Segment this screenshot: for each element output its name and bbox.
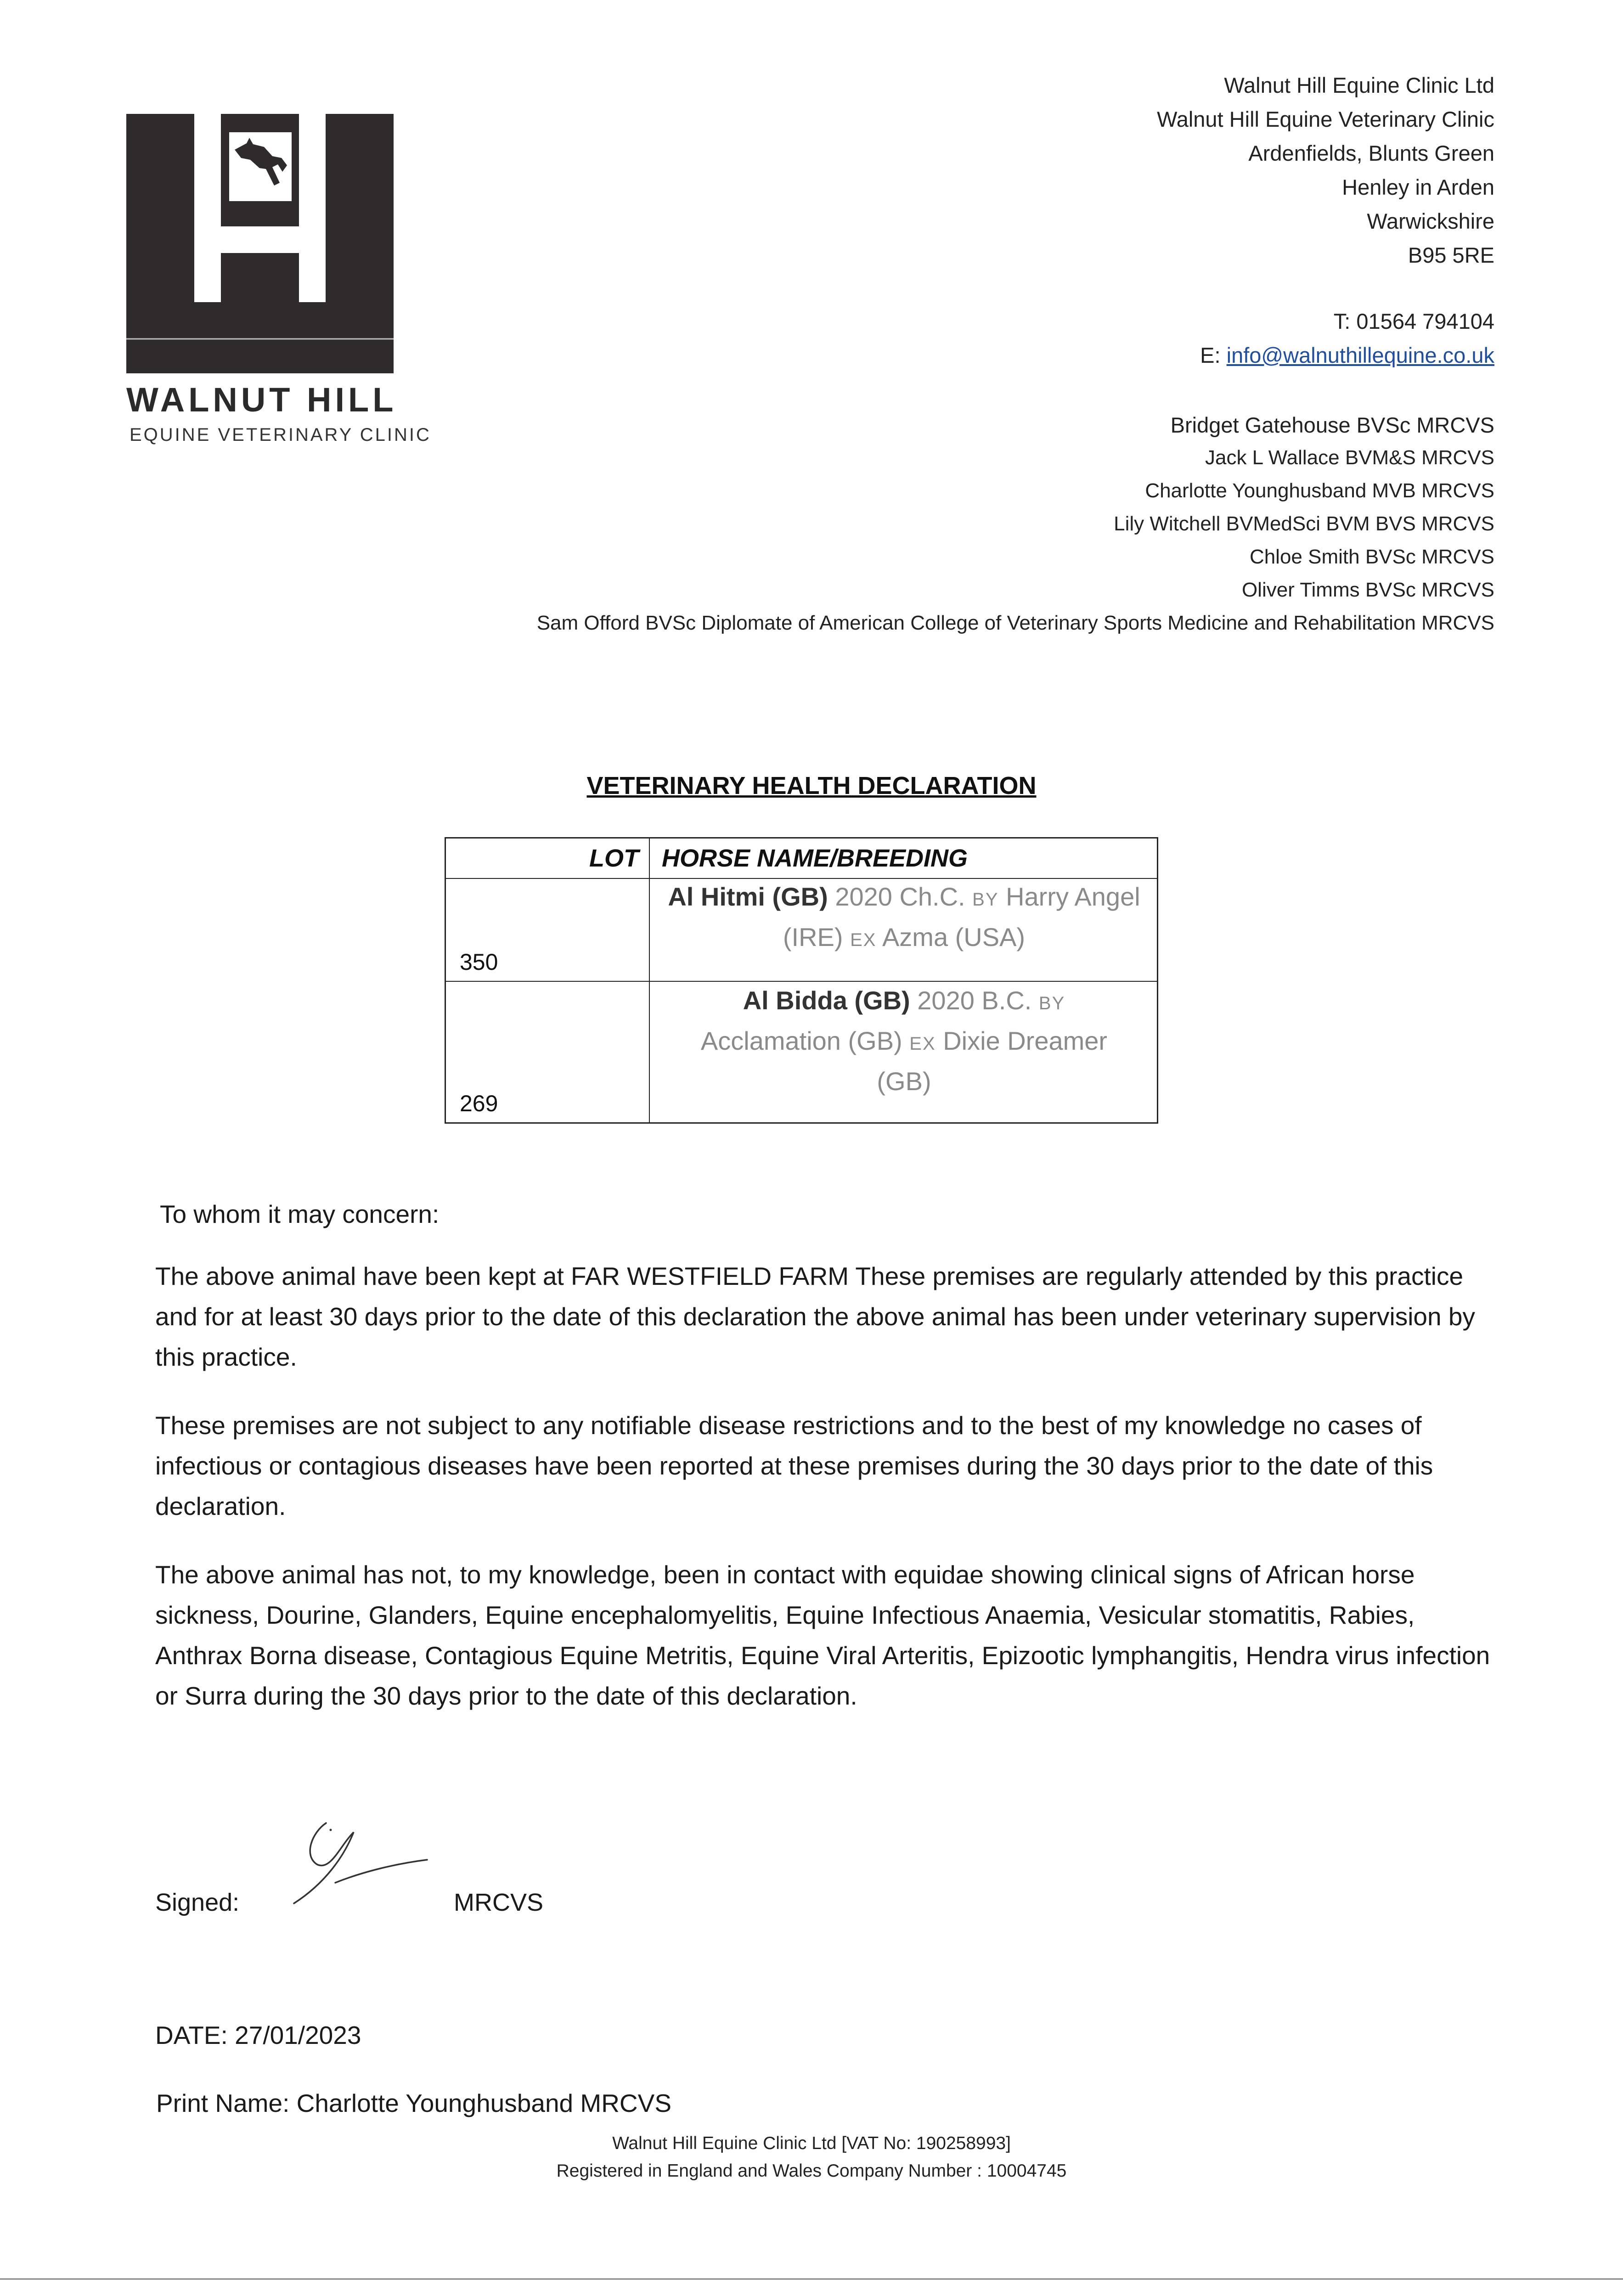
signed-label: Signed: xyxy=(155,1889,240,1916)
document-title: VETERINARY HEALTH DECLARATION xyxy=(586,772,1037,799)
table-column-divider xyxy=(649,838,650,1122)
paragraph-1: The above animal have been kept at FAR WESTFIELD FARM These premises are regularly attended by this practice and for at least 30 days prior to the date of this declaration the above animal has been under veterinary supervision by this practice. xyxy=(155,1262,1475,1371)
horse-table xyxy=(445,837,1158,1124)
row-2-horse xyxy=(650,982,1158,1100)
vet-6: Oliver Timms BVSc MRCVS xyxy=(1241,579,1494,601)
print-name: Print Name: Charlotte Younghusband MRCVS xyxy=(156,2089,672,2117)
vet-7: Sam Offord BVSc Diplomate of American College of Veterinary Sports Medicine and Rehabilitation MRCVS xyxy=(536,612,1494,634)
email-line xyxy=(1200,343,1494,368)
header-horse: HORSE NAME/BREEDING xyxy=(662,844,968,872)
email-link[interactable]: info@walnuthillequine.co.uk xyxy=(1226,343,1494,367)
signed-suffix: MRCVS xyxy=(454,1889,544,1916)
address-line-1: Walnut Hill Equine Clinic Ltd xyxy=(1224,73,1494,97)
header-lot: LOT xyxy=(589,844,639,872)
vet-2: Jack L Wallace BVM&S MRCVS xyxy=(1205,446,1494,469)
declaration-date: DATE: 27/01/2023 xyxy=(155,2021,361,2049)
salutation: To whom it may concern: xyxy=(160,1200,440,1228)
logo-subtitle: EQUINE VETERINARY CLINIC xyxy=(130,425,431,445)
handwritten-signature xyxy=(285,1805,436,1919)
address-postcode: B95 5RE xyxy=(1408,243,1494,267)
row-1-sire: Harry Angel (IRE) xyxy=(783,882,1140,951)
paragraph-3: The above animal has not, to my knowledge, been in contact with equidae showing clinical signs of African horse sickness, Dourine, Glanders, Equine encephalomyelitis, Equine Infectious Anaemia, Vesicular stomatitis, Rabies, Anthrax Borna disease, Contagious Equine Metritis, Equine Viral Arteritis, Epizootic lymphangitis, Hendra virus infection or Surra during the 30 days prior to the date of this declaration. xyxy=(155,1560,1490,1710)
footer-vat: Walnut Hill Equine Clinic Ltd [VAT No: 190258993] xyxy=(612,2133,1011,2153)
address-line-3: Ardenfields, Blunts Green xyxy=(1248,141,1494,165)
vet-1: Bridget Gatehouse BVSc MRCVS xyxy=(1170,413,1494,437)
row-1-lot: 350 xyxy=(460,949,498,975)
row-2-ex: EX xyxy=(909,1034,936,1054)
row-2-lot: 269 xyxy=(460,1091,498,1116)
phone-number: T: 01564 794104 xyxy=(1333,309,1494,333)
footer-company: Registered in England and Wales Company Number : 10004745 xyxy=(556,2161,1067,2181)
row-2-horse-name: Al Bidda (GB) xyxy=(743,986,910,1015)
row-2-year: 2020 B.C. xyxy=(917,986,1032,1015)
row-1-year: 2020 Ch.C. xyxy=(835,882,965,911)
row-2-dam: Dixie Dreamer (GB) xyxy=(877,1026,1108,1096)
email-prefix: E: xyxy=(1200,343,1227,367)
row-2-sire: Acclamation (GB) xyxy=(700,1026,902,1055)
address-line-4: Henley in Arden xyxy=(1342,175,1494,199)
walnut-hill-logo xyxy=(126,114,394,373)
row-1-horse-name: Al Hitmi (GB) xyxy=(668,882,828,911)
vet-5: Chloe Smith BVSc MRCVS xyxy=(1249,546,1494,568)
logo-name: WALNUT HILL xyxy=(126,381,397,419)
paragraph-2: These premises are not subject to any notifiable disease restrictions and to the best of my knowledge no cases of infectious or contagious diseases have been reported at these premises during the 30 days prior to the date of this declaration. xyxy=(155,1411,1433,1520)
row-1-horse xyxy=(650,878,1158,959)
vet-3: Charlotte Younghusband MVB MRCVS xyxy=(1145,479,1494,502)
row-2-by: BY xyxy=(1038,993,1065,1013)
row-1-by: BY xyxy=(972,889,999,910)
vet-4: Lily Witchell BVMedSci BVM BVS MRCVS xyxy=(1114,512,1494,535)
address-line-5: Warwickshire xyxy=(1367,209,1494,233)
row-1-ex: EX xyxy=(850,930,877,950)
row-1-dam: Azma (USA) xyxy=(882,923,1026,951)
address-line-2: Walnut Hill Equine Veterinary Clinic xyxy=(1157,107,1494,131)
